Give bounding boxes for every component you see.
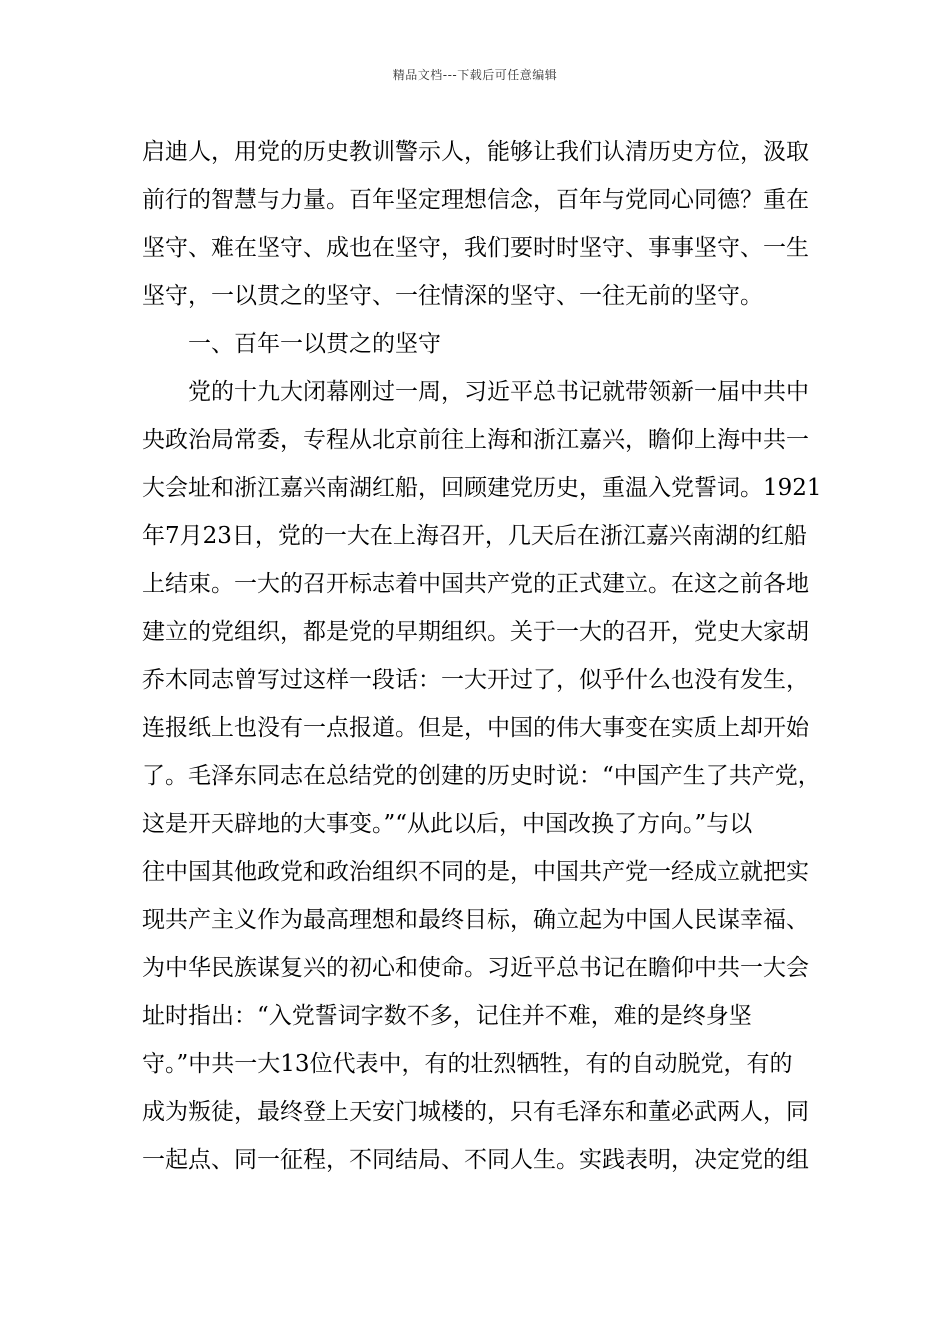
section-heading: 一、百年一以贯之的坚守: [188, 331, 441, 357]
page-header: 精品文档---下载后可任意编辑: [392, 68, 558, 82]
paragraph-line: 建立的党组织，都是党的早期组织。关于一大的召开，党史大家胡: [142, 619, 809, 645]
paragraph-line: 了。毛泽东同志在总结党的创建的历史时说：“中国产生了共产党，: [142, 763, 821, 789]
paragraph-line: 央政治局常委，专程从北京前往上海和浙江嘉兴，瞻仰上海中共一: [142, 427, 809, 453]
paragraph-line: 坚守，一以贯之的坚守、一往情深的坚守、一往无前的坚守。: [142, 283, 763, 309]
paragraph-line: 年7月23日，党的一大在上海召开，几天后在浙江嘉兴南湖的红船: [142, 523, 807, 549]
paragraph-line: 上结束。一大的召开标志着中国共产党的正式建立。在这之前各地: [142, 571, 809, 597]
paragraph-line: 党的十九大闭幕刚过一周，习近平总书记就带领新一届中共中: [188, 379, 809, 405]
paragraph-line: 启迪人，用党的历史教训警示人，能够让我们认清历史方位，汲取: [142, 139, 809, 165]
paragraph-line: 坚守、难在坚守、成也在坚守，我们要时时坚守、事事坚守、一生: [142, 235, 809, 261]
paragraph-line: 大会址和浙江嘉兴南湖红船，回顾建党历史，重温入党誓词。1921: [142, 475, 822, 501]
paragraph-line: 连报纸上也没有一点报道。但是，中国的伟大事变在实质上却开始: [142, 715, 809, 741]
paragraph-line: 往中国其他政党和政治组织不同的是，中国共产党一经成立就把实: [142, 859, 809, 885]
paragraph-line: 现共产主义作为最高理想和最终目标，确立起为中国人民谋幸福、: [142, 907, 809, 933]
paragraph-line: 前行的智慧与力量。百年坚定理想信念，百年与党同心同德？重在: [142, 187, 809, 213]
paragraph-line: 守。”中共一大13位代表中，有的壮烈牺牲，有的自动脱党，有的: [142, 1051, 793, 1077]
paragraph-line: 为中华民族谋复兴的初心和使命。习近平总书记在瞻仰中共一大会: [142, 955, 809, 981]
paragraph-line: 成为叛徒，最终登上天安门城楼的，只有毛泽东和董必武两人，同: [142, 1099, 809, 1125]
paragraph-line: 乔木同志曾写过这样一段话：一大开过了，似乎什么也没有发生，: [142, 667, 809, 693]
paragraph-line: 一起点、同一征程，不同结局、不同人生。实践表明，决定党的组: [142, 1147, 809, 1173]
document-body: [142, 128, 832, 1184]
paragraph-line: 址时指出：“入党誓词字数不多，记住并不难，难的是终身坚: [142, 1003, 752, 1029]
paragraph-line: 这是开天辟地的大事变。”“从此以后，中国改换了方向。”与以: [142, 811, 753, 837]
